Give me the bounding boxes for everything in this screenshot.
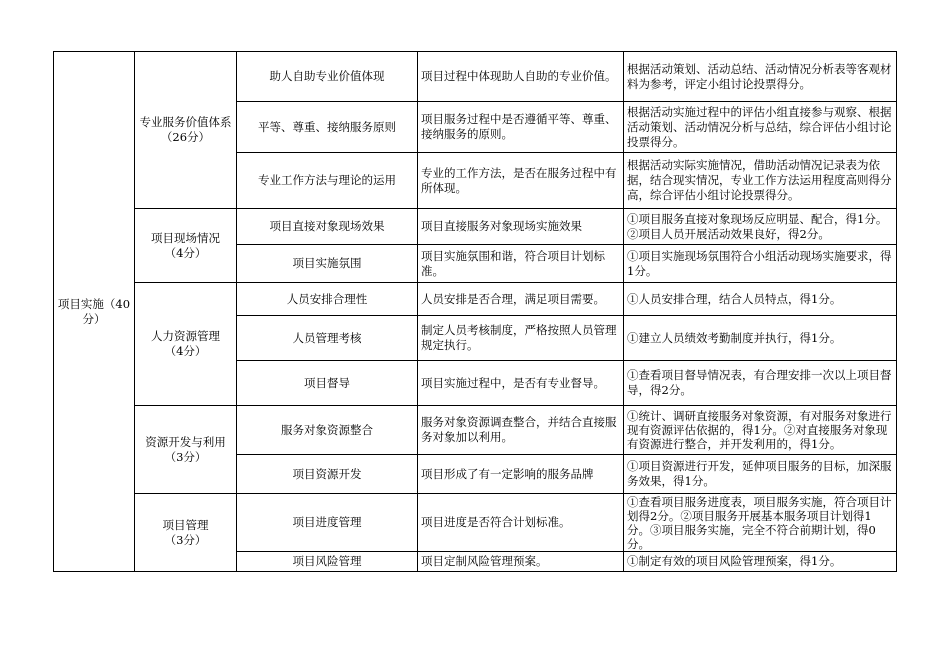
scoring-cell: ①建立人员绩效考勤制度并执行，得1分。 bbox=[624, 316, 897, 361]
scoring-cell: 根据活动策划、活动总结、活动情况分析表等客观材料为参考，评定小组讨论投票得分。 bbox=[624, 52, 897, 102]
item-cell: 项目进度管理 bbox=[237, 494, 418, 552]
item-cell: 人员安排合理性 bbox=[237, 283, 418, 316]
section-name: 项目管理 （3分） bbox=[135, 494, 237, 572]
standard-cell: 人员安排是否合理，满足项目需要。 bbox=[418, 283, 624, 316]
table-row bbox=[54, 283, 897, 316]
scoring-cell: 根据活动实施过程中的评估小组直接参与观察、根据活动策划、活动情况分析与总结，综合评估小组讨论投票得分。 bbox=[624, 102, 897, 153]
section-name: 专业服务价值体系 （26分） bbox=[135, 52, 237, 209]
top-level-category bbox=[54, 52, 135, 572]
item-cell: 项目实施氛围 bbox=[237, 245, 418, 283]
standard-cell: 服务对象资源调查整合，并结合直接服务对象加以利用。 bbox=[418, 406, 624, 455]
scoring-cell: ①项目资源进行开发，延伸项目服务的目标，加深服务效果，得1分。 bbox=[624, 455, 897, 494]
table-row bbox=[54, 209, 897, 245]
standard-cell: 项目形成了有一定影响的服务品牌 bbox=[418, 455, 624, 494]
top-level-label: 项目实施（40分） bbox=[57, 296, 131, 326]
standard-cell: 项目过程中体现助人自助的专业价值。 bbox=[418, 52, 624, 102]
standard-cell: 项目定制风险管理预案。 bbox=[418, 552, 624, 572]
evaluation-table bbox=[53, 51, 897, 572]
standard-cell: 项目实施氛围和谐，符合项目计划标准。 bbox=[418, 245, 624, 283]
scoring-cell: ①项目服务直接对象现场反应明显、配合，得1分。②项目人员开展活动效果良好，得2分。 bbox=[624, 209, 897, 245]
standard-cell: 项目实施过程中，是否有专业督导。 bbox=[418, 361, 624, 406]
item-cell: 项目资源开发 bbox=[237, 455, 418, 494]
item-cell: 服务对象资源整合 bbox=[237, 406, 418, 455]
item-cell: 项目风险管理 bbox=[237, 552, 418, 572]
item-cell: 专业工作方法与理论的运用 bbox=[237, 153, 418, 209]
standard-cell: 项目直接服务对象现场实施效果 bbox=[418, 209, 624, 245]
item-cell: 项目直接对象现场效果 bbox=[237, 209, 418, 245]
scoring-cell: 根据活动实际实施情况，借助活动情况记录表为依据，结合现实情况，专业工作方法运用程度高则得分高，综合评估小组讨论投票得分。 bbox=[624, 153, 897, 209]
section-name: 人力资源管理 （4分） bbox=[135, 283, 237, 406]
scoring-cell: ①查看项目服务进度表，项目服务实施，符合项目计划得2分。②项目服务开展基本服务项目计划得1分。③项目服务实施，完全不符合前期计划，得0分。 bbox=[624, 494, 897, 552]
scoring-cell: ①人员安排合理，结合人员特点，得1分。 bbox=[624, 283, 897, 316]
item-cell: 项目督导 bbox=[237, 361, 418, 406]
table-row bbox=[54, 494, 897, 552]
section-name: 资源开发与利用 （3分） bbox=[135, 406, 237, 494]
item-cell: 平等、尊重、接纳服务原则 bbox=[237, 102, 418, 153]
item-cell: 助人自助专业价值体现 bbox=[237, 52, 418, 102]
standard-cell: 项目服务过程中是否遵循平等、尊重、接纳服务的原则。 bbox=[418, 102, 624, 153]
scoring-cell: ①项目实施现场氛围符合小组活动现场实施要求，得1分。 bbox=[624, 245, 897, 283]
standard-cell: 制定人员考核制度，严格按照人员管理规定执行。 bbox=[418, 316, 624, 361]
scoring-cell: ①查看项目督导情况表，有合理安排一次以上项目督导，得2分。 bbox=[624, 361, 897, 406]
item-cell: 人员管理考核 bbox=[237, 316, 418, 361]
scoring-cell: ①统计、调研直接服务对象资源，有对服务对象进行现有资源评估依据的，得1分。②对直接服务对象现有资源进行整合，并开发利用的，得1分。 bbox=[624, 406, 897, 455]
table-row bbox=[54, 406, 897, 455]
table-row bbox=[54, 52, 897, 102]
standard-cell: 专业的工作方法，是否在服务过程中有所体现。 bbox=[418, 153, 624, 209]
scoring-cell: ①制定有效的项目风险管理预案，得1分。 bbox=[624, 552, 897, 572]
section-name: 项目现场情况 （4分） bbox=[135, 209, 237, 283]
standard-cell: 项目进度是否符合计划标准。 bbox=[418, 494, 624, 552]
